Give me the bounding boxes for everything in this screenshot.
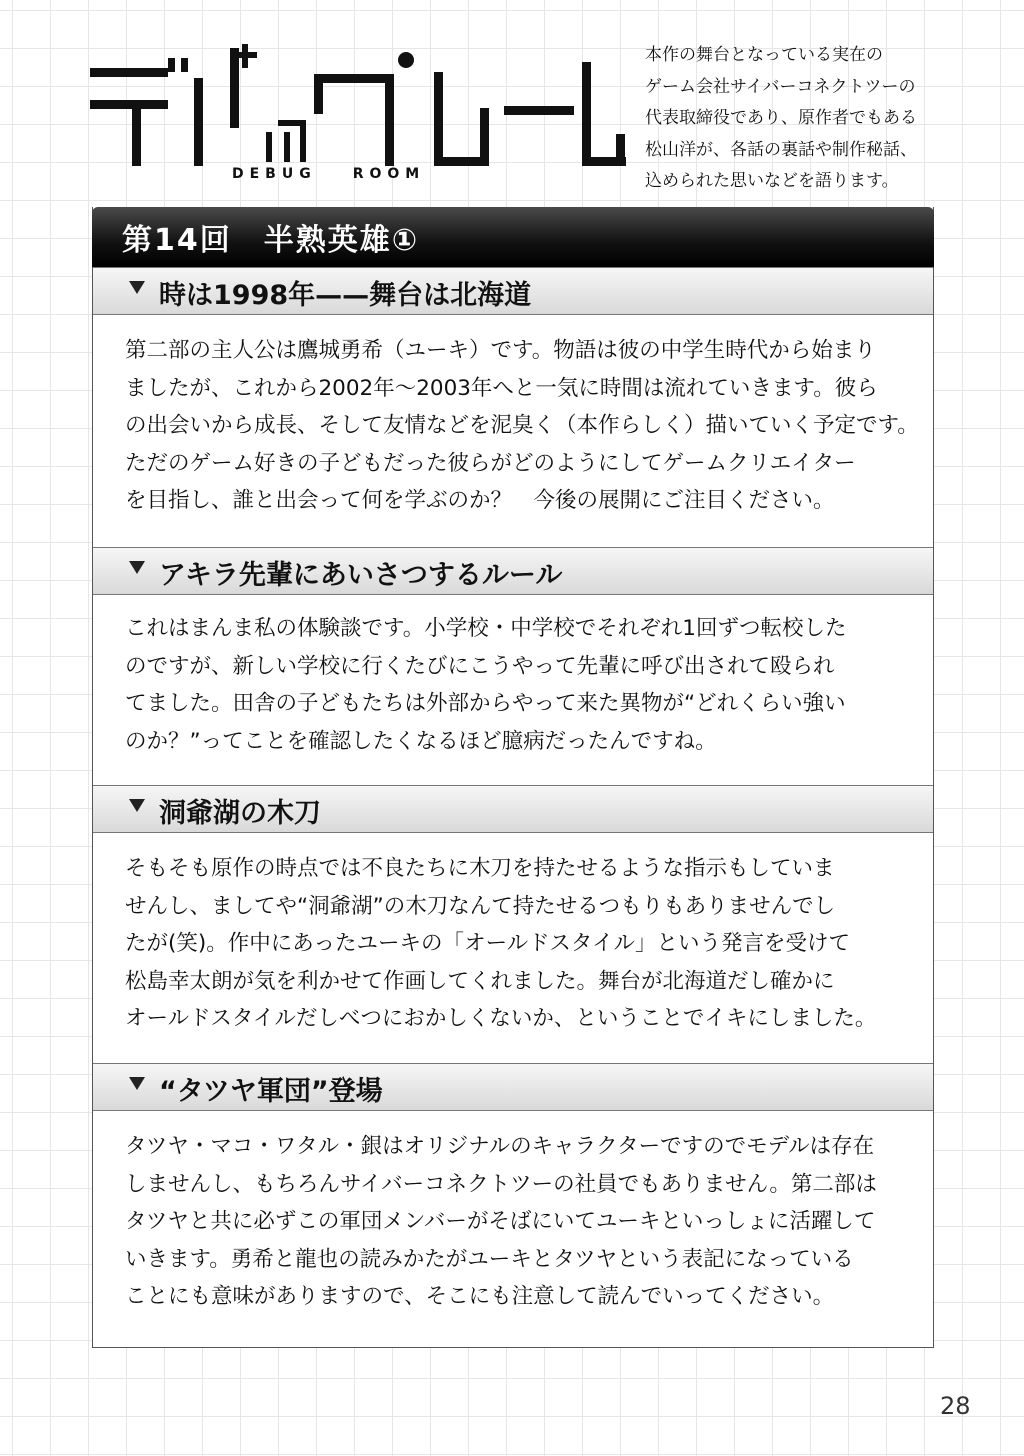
body-line: 松島幸太朗が気を利かせて作画してくれました。舞台が北海道だし確かに xyxy=(125,968,835,994)
body-line: 第二部の主人公は鷹城勇希（ユーキ）です。物語は彼の中学生時代から始まり xyxy=(125,338,876,363)
body-line: タツヤと共に必ずこの軍団メンバーがそばにいてユーキといっしょに活躍して xyxy=(125,1209,876,1235)
body-line: のか？”ってことを確認したくなるほど臆病だったんですね。 xyxy=(125,728,717,754)
intro-line: ゲーム会社サイバーコネクトツーの xyxy=(645,76,916,97)
intro-text xyxy=(645,40,945,198)
body-line: ましたが、これから2002年～2003年へと一気に時間は流れていきます。彼ら xyxy=(125,375,878,401)
article-box xyxy=(92,207,934,1348)
section-heading: 時は1998年——舞台は北海道 xyxy=(159,280,532,311)
body-line: これはまんま私の体験談です。小学校・中学校でそれぞれ1回ずつ転校した xyxy=(125,616,847,641)
page-header xyxy=(0,0,1024,200)
article-title-bar xyxy=(92,207,934,267)
debug-room-logo xyxy=(88,38,628,178)
triangle-bullet-icon xyxy=(129,1077,145,1090)
section-body xyxy=(125,332,919,520)
body-line: ただのゲーム好きの子どもだった彼らがどのようにしてゲームクリエイター xyxy=(125,450,856,476)
body-line: たが(笑)。作中にあったユーキの「オールドスタイル」という発言を受けて xyxy=(125,931,850,957)
article-title: 第14回 半熟英雄① xyxy=(122,223,420,258)
body-line: せんし、ましてや“洞爺湖”の木刀なんて持たせるつもりもありませんでし xyxy=(125,893,836,919)
intro-line: 松山洋が、各話の裏話や制作秘話、 xyxy=(645,139,917,160)
body-line: そもそも原作の時点では不良たちに木刀を持たせるような指示もしていま xyxy=(125,856,835,881)
body-line: オールドスタイルだしべつにおかしくないか、ということでイキにしました。 xyxy=(125,1006,877,1032)
body-line: いきます。勇希と龍也の読みかたがユーキとタツヤという表記になっている xyxy=(125,1246,854,1272)
section-header xyxy=(93,547,933,595)
section-heading: アキラ先輩にあいさつするルール xyxy=(159,560,563,591)
logo-subtitle: DEBUG ROOM xyxy=(232,166,426,182)
page-number: 28 xyxy=(940,1392,971,1420)
body-line: てました。田舎の子どもたちは外部からやって来た異物が“どれくらい強い xyxy=(125,691,846,717)
section-body xyxy=(125,850,905,1038)
body-line: を目指し、誰と出会って何を学ぶのか？ 今後の展開にご注目ください。 xyxy=(125,488,835,514)
section-body xyxy=(125,610,905,760)
intro-line: 代表取締役であり、原作者でもある xyxy=(645,108,917,128)
body-line: しませんし、もちろんサイバーコネクトツーの社員でもありません。第二部は xyxy=(125,1171,877,1197)
section-header xyxy=(93,1063,933,1111)
body-line: タツヤ・マコ・ワタル・銀はオリジナルのキャラクターですのでモデルは存在 xyxy=(125,1134,875,1159)
section-heading: “タツヤ軍団”登場 xyxy=(159,1076,383,1107)
intro-line: 込められた思いなどを語ります。 xyxy=(645,171,899,191)
triangle-bullet-icon xyxy=(129,281,145,294)
body-line: の出会いから成長、そして友情などを泥臭く（本作らしく）描いていく予定です。 xyxy=(125,413,919,439)
triangle-bullet-icon xyxy=(129,561,145,574)
body-line: ことにも意味がありますので、そこにも注意して読んでいってください。 xyxy=(125,1284,835,1310)
triangle-bullet-icon xyxy=(129,799,145,812)
body-line: のですが、新しい学校に行くたびにこうやって先輩に呼び出されて殴られ xyxy=(125,653,835,679)
section-heading: 洞爺湖の木刀 xyxy=(159,798,321,829)
section-header xyxy=(93,267,933,315)
section-body xyxy=(125,1128,905,1316)
section-header xyxy=(93,785,933,833)
intro-line: 本作の舞台となっている実在の xyxy=(645,45,883,65)
